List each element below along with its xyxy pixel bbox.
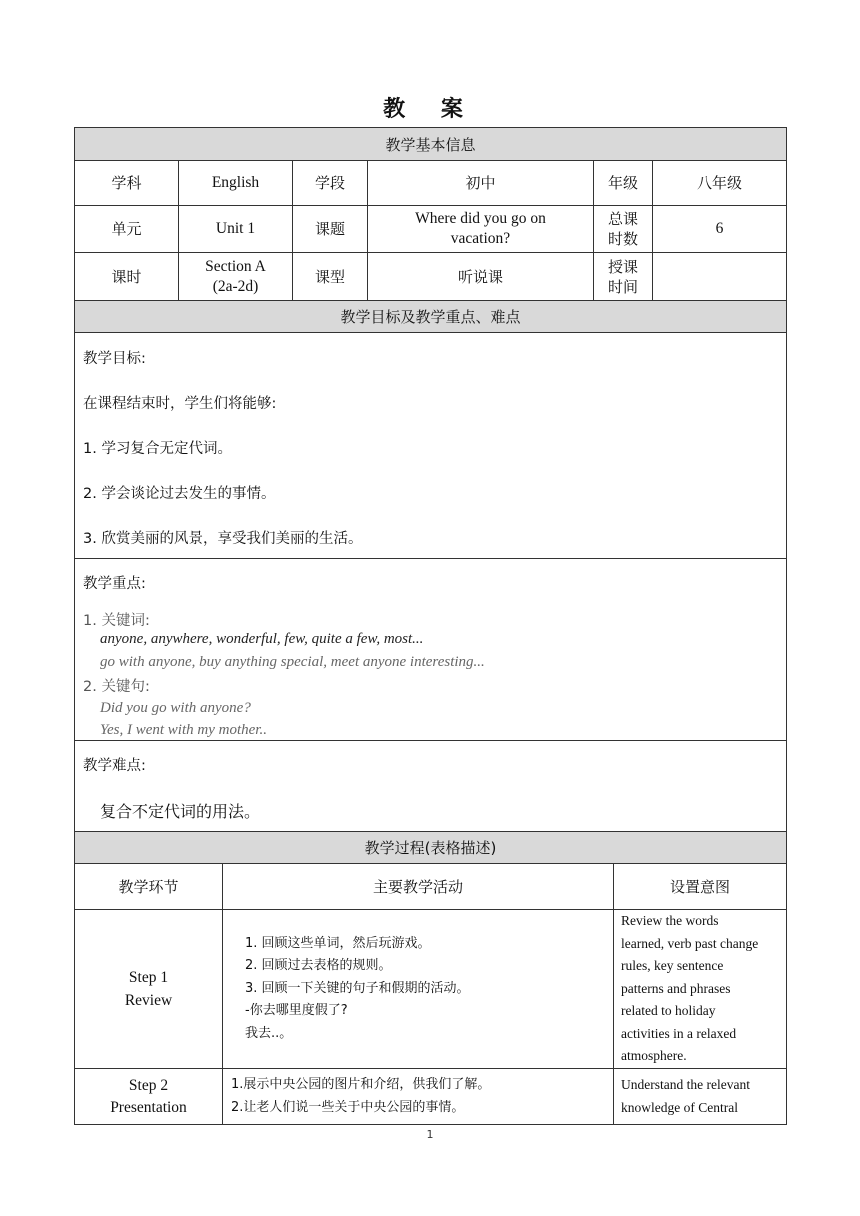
topic-label: 课题	[293, 206, 368, 252]
type-value: 听说课	[368, 253, 594, 300]
goal-intro: 在课程结束时，学生们将能够:	[83, 396, 277, 412]
activity-item: 2.让老人们说一些关于中央公园的事情。	[231, 1099, 465, 1115]
goal-label: 教学目标:	[83, 351, 146, 367]
stage-label: 学段	[293, 161, 368, 205]
key-sentence-line: Did you go with anyone?	[100, 700, 251, 716]
key-phrases-line: go with anyone, buy anything special, meet anyone interesting...	[100, 654, 485, 670]
activity-item: 1.展示中央公园的图片和介绍，供我们了解。	[231, 1077, 491, 1092]
step-intent: Understand the relevant knowledge of Central	[621, 1077, 750, 1115]
key-words-line: anyone, anywhere, wonderful, few, quite a few, most...	[100, 631, 424, 647]
goals-block	[74, 332, 787, 559]
subject-value: English	[179, 161, 293, 205]
unit-value: Unit 1	[179, 206, 293, 252]
activity-item: 我去..。	[245, 1025, 293, 1041]
grade-value: 八年级	[696, 174, 742, 192]
subject-label: 学科	[75, 161, 179, 205]
period-label: 课时	[75, 253, 179, 300]
process-step-row	[74, 1068, 787, 1125]
col-stage-header: 教学环节	[75, 864, 223, 909]
type-label: 课型	[293, 253, 368, 300]
step-name: Step 2 Presentation	[75, 1069, 223, 1124]
col-activity-header: 主要教学活动	[223, 864, 614, 909]
total-periods-label: 总课时数	[594, 206, 653, 252]
total-periods-value: 6	[715, 220, 724, 237]
step-intent: Review the words learned, verb past change rules, key sentence patterns and phrases related to holiday activities in a relaxed atmosphere.	[621, 913, 759, 1063]
activity-item: -你去哪里度假了?	[245, 1003, 348, 1019]
process-column-headers	[74, 863, 787, 910]
info-row-period	[74, 252, 787, 301]
info-row-unit	[74, 205, 787, 253]
key-words-label: 1. 关键词:	[83, 613, 150, 629]
page-number: 1	[426, 1128, 434, 1141]
page-title: 教 案	[383, 97, 477, 122]
objectives-header: 教学目标及教学重点、难点	[74, 300, 787, 333]
focus-block	[74, 558, 787, 741]
step-activities	[223, 1069, 614, 1124]
activity-item: 1. 回顾这些单词，然后玩游戏。	[245, 935, 431, 951]
activity-item: 3. 回顾一下关键的句子和假期的活动。	[245, 980, 470, 996]
topic-value: Where did you go on vacation?	[368, 206, 594, 252]
key-sentences-label: 2. 关键句:	[83, 679, 150, 695]
goal-item: 2. 学会谈论过去发生的事情。	[83, 486, 276, 502]
focus-label: 教学重点:	[83, 576, 146, 592]
goal-item: 3. 欣赏美丽的风景，享受我们美丽的生活。	[83, 531, 363, 547]
col-intent-header: 设置意图	[669, 877, 730, 896]
difficulty-text: 复合不定代词的用法。	[100, 802, 261, 821]
difficulty-block	[74, 740, 787, 832]
info-row-subject	[74, 160, 787, 206]
step-name: Step 1 Review	[75, 910, 223, 1068]
step-activities	[223, 910, 614, 1068]
difficulty-label: 教学难点:	[83, 758, 146, 774]
time-value	[653, 253, 786, 300]
key-sentence-line: Yes, I went with my mother..	[100, 722, 267, 738]
grade-label: 年级	[594, 161, 653, 205]
activity-item: 2. 回顾过去表格的规则。	[245, 958, 392, 974]
process-step-row	[74, 909, 787, 1069]
period-value: Section A (2a-2d)	[179, 253, 293, 300]
basic-info-header: 教学基本信息	[74, 127, 787, 161]
time-label: 授课时间	[594, 253, 653, 300]
unit-label: 单元	[75, 206, 179, 252]
stage-value: 初中	[368, 161, 594, 205]
process-header: 教学过程(表格描述)	[74, 831, 787, 864]
goal-item: 1. 学习复合无定代词。	[83, 441, 232, 457]
